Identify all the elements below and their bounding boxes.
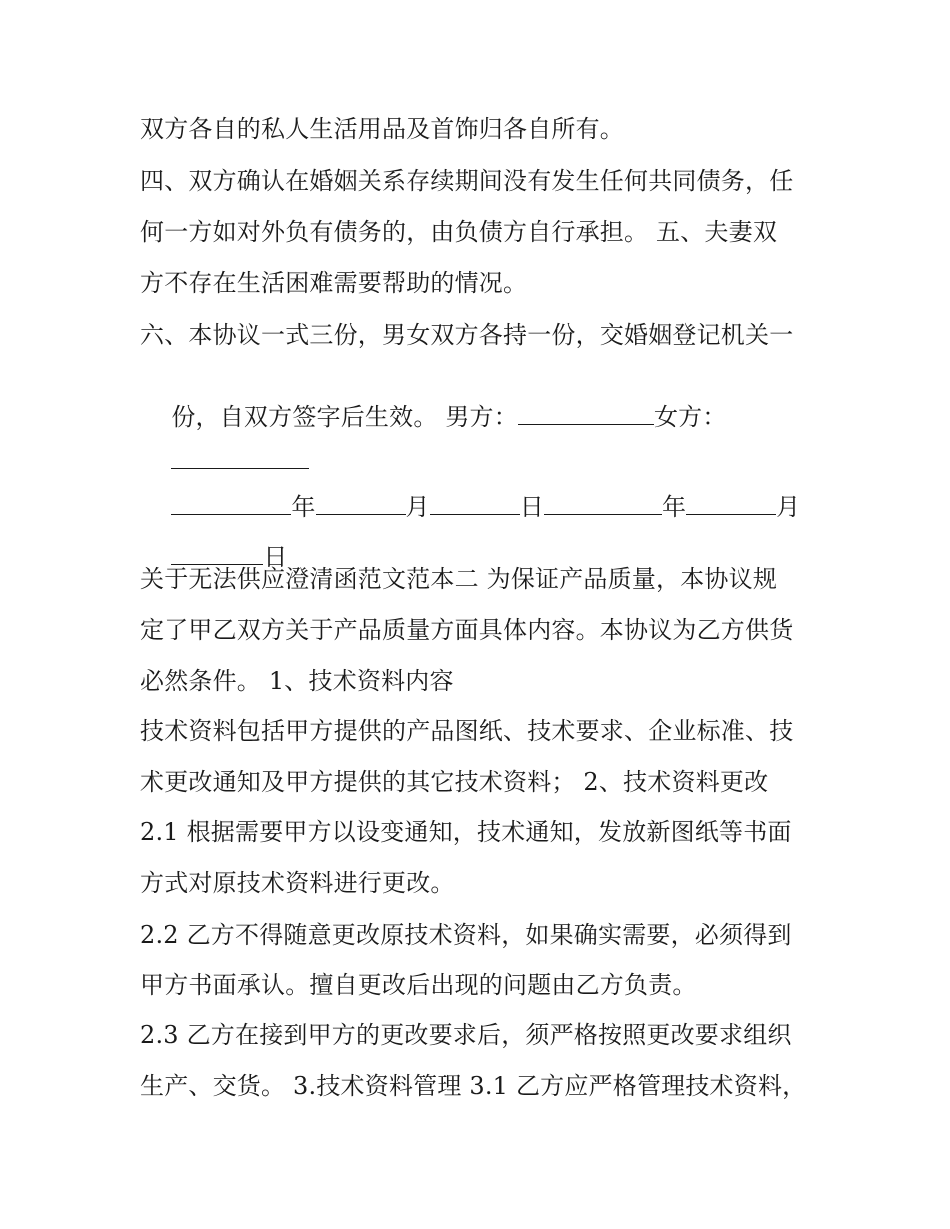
text-line: 术更改通知及甲方提供的其它技术资料； 2、技术资料更改: [140, 768, 769, 796]
month-label: 月: [776, 493, 801, 521]
text-line: 2.1 根据需要甲方以设变通知，技术通知，发放新图纸等书面: [140, 818, 792, 846]
month-blank: [686, 494, 776, 515]
text-line: 生产、交货。 3.技术资料管理 3.1 乙方应严格管理技术资料，: [140, 1072, 807, 1100]
husband-label: 份，自双方签字后生效。 男方：: [171, 403, 518, 431]
day-blank: [430, 494, 520, 515]
year-label: 年: [661, 493, 687, 521]
text-line: 甲方书面承认。擅自更改后出现的问题由乙方负责。: [140, 971, 697, 999]
text-line: 定了甲乙双方关于产品质量方面具体内容。本协议为乙方供货: [140, 616, 794, 644]
wife-label: 女方：: [653, 403, 727, 431]
day-label: 日: [519, 493, 544, 521]
text-line: 关于无法供应澄清函范文范本二 为保证产品质量，本协议规: [140, 565, 778, 593]
month-label: 月: [405, 493, 430, 521]
text-line: 2.3 乙方在接到甲方的更改要求后，须严格按照更改要求组织: [140, 1021, 792, 1049]
text-line: 方式对原技术资料进行更改。: [140, 869, 455, 897]
text-line: 2.2 乙方不得随意更改原技术资料，如果确实需要，必须得到: [140, 921, 792, 949]
husband-signature-blank: [518, 404, 654, 425]
text-line: 双方各自的私人生活用品及首饰归各自所有。: [140, 115, 624, 143]
text-line: 六、本协议一式三份，男女双方各持一份，交婚姻登记机关一: [140, 321, 794, 349]
year-label: 年: [291, 493, 316, 521]
day-label: 日: [263, 543, 288, 571]
text-line: 何一方如对外负有债务的，由负债方自行承担。 五、夫妻双: [140, 218, 778, 246]
day-blank: [171, 544, 263, 565]
text-line: 四、双方确认在婚姻关系存续期间没有发生任何共同债务，任: [140, 167, 794, 195]
text-line: 必然条件。 1、技术资料内容: [140, 667, 454, 695]
text-line: 方不存在生活困难需要帮助的情况。: [140, 269, 528, 297]
text-line: 技术资料包括甲方提供的产品图纸、技术要求、企业标准、技: [140, 717, 794, 745]
month-blank: [316, 494, 406, 515]
year-blank: [544, 494, 662, 515]
